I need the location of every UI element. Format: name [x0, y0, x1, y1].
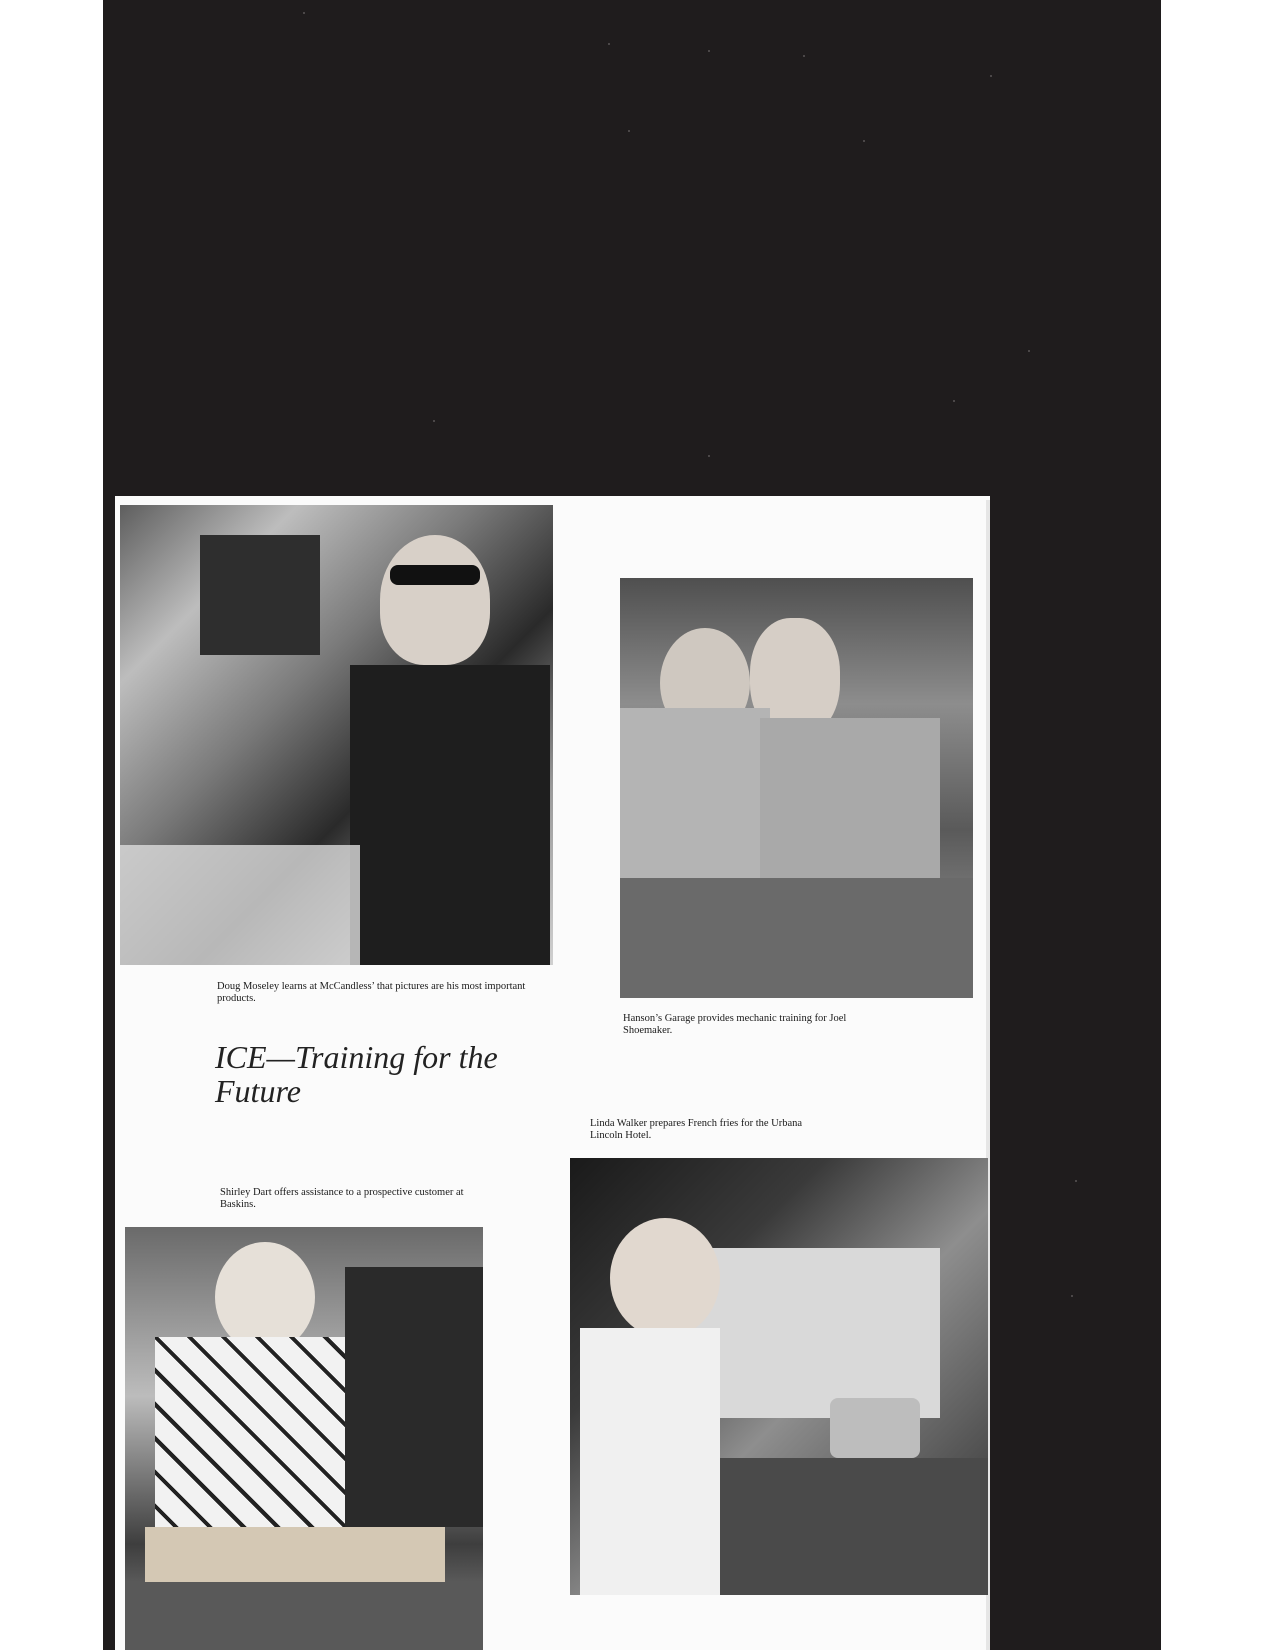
darkroom-caption: Doug Moseley learns at McCandless’ that pictures are his most important products.	[217, 981, 526, 1004]
store-counter-photo	[125, 1227, 483, 1650]
page-title: ICE—Training for the Future	[215, 1039, 498, 1109]
garage-engine-photo	[620, 578, 973, 998]
garage-caption: Hanson’s Garage provides mechanic training for Joel Shoemaker.	[623, 1013, 847, 1036]
darkroom-enlarger-photo	[120, 505, 553, 965]
kitchen-fryer-photo	[570, 1158, 988, 1595]
store-caption: Shirley Dart offers assistance to a prospective customer at Baskins.	[220, 1187, 464, 1210]
kitchen-caption: Linda Walker prepares French fries for the Urbana Lincoln Hotel.	[590, 1118, 803, 1141]
